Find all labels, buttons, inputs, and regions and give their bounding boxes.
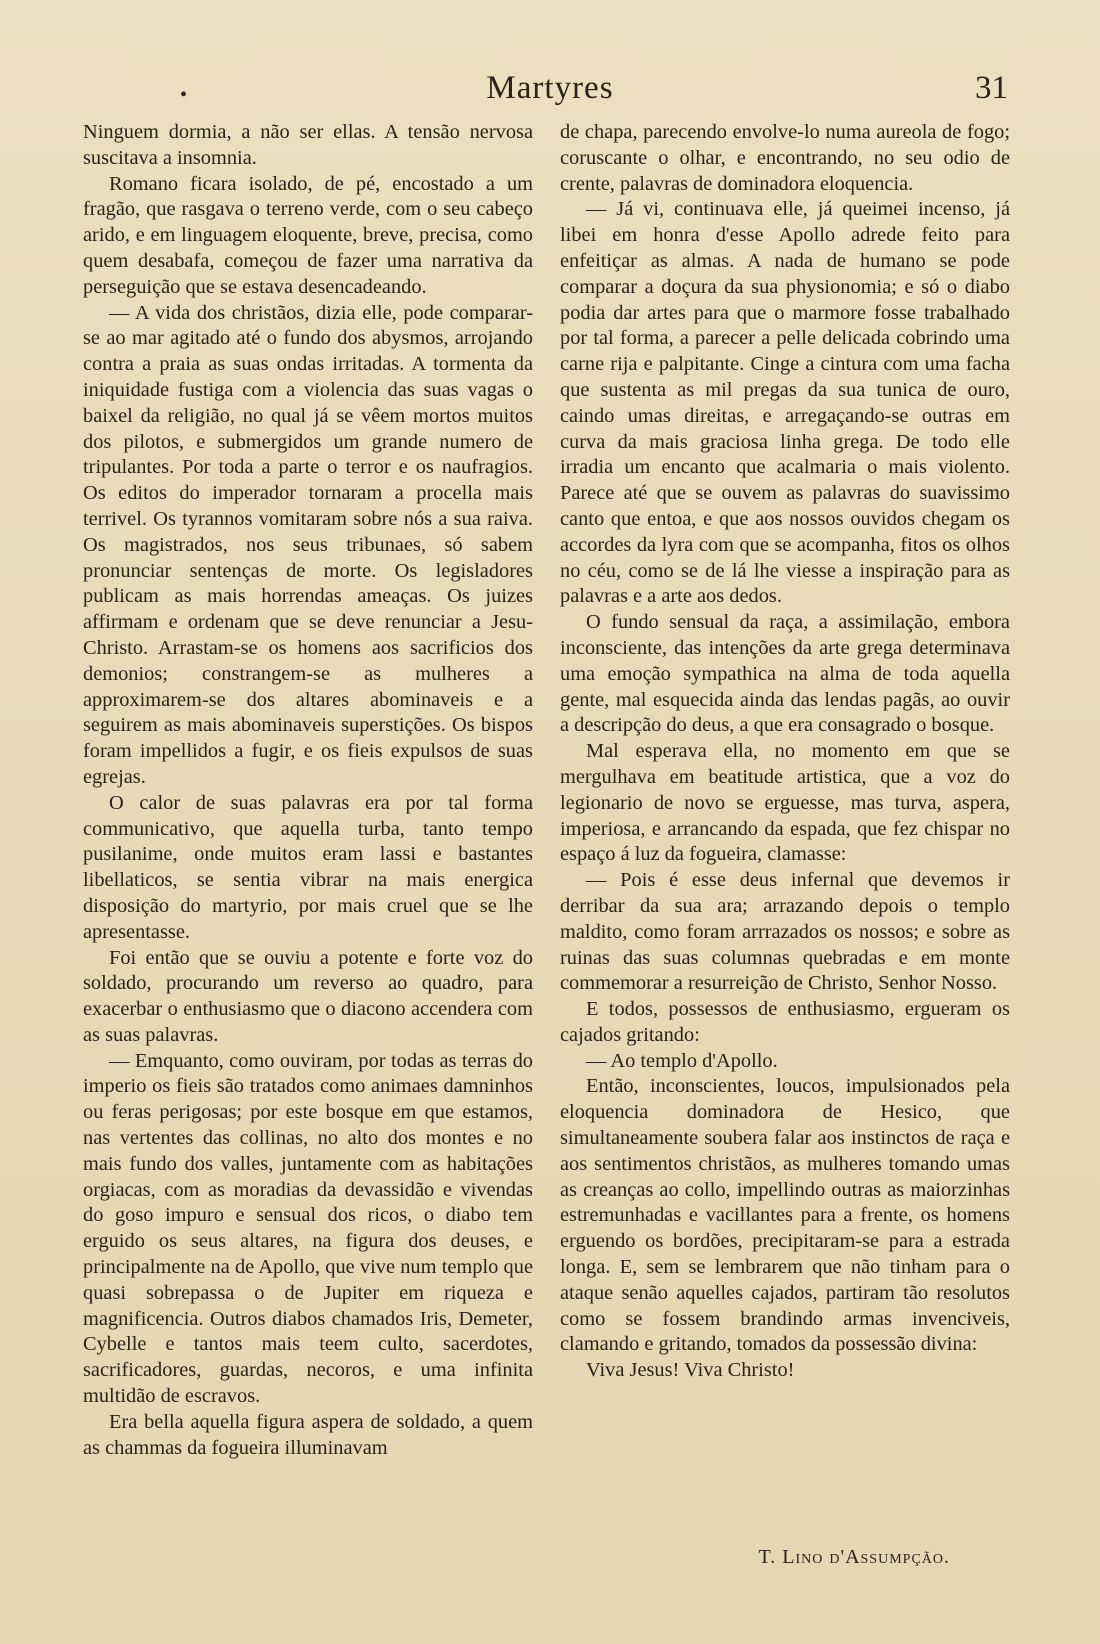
author-signature: T. Lino d'Assumpção. bbox=[758, 1546, 950, 1568]
page-number: 31 bbox=[975, 70, 1008, 106]
paragraph: Viva Jesus! Viva Christo! bbox=[586, 1359, 795, 1382]
paragraph: — Emquanto, como ouviram, por todas as terras do imperio os fieis são tratados como animaes damninhos ou feras perigosas; por este bosque em que estamos, nas vertentes das collinas, no alto dos montes e no mais fundo dos valles, juntamente com as habitações orgiacas, com as moradias da devassidão e vivendas do goso impuro e sensual dos ricos, o diabo tem erguido os seus altares, na figura dos deuses, e principalmente na de Apollo, que vive num templo que quasi sobrepassa o de Jupiter em riqueza e magnificencia. Outros diabos chamados Iris, Demeter, Cybelle e tantos mais teem culto, sacerdotes, sacrificadores, guardas, necoros, e uma infinita multidão de escravos. bbox=[83, 1049, 533, 1408]
paragraph: — Já vi, continuava elle, já queimei incenso, já libei em honra d'esse Apollo adrede feito para enfeitiçar as almas. A nada de humano se pode comparar a doçura da sua physionomia; e só o diabo podia dar artes para que o marmore fosse trabalhado por tal forma, a parecer a pelle delicada cobrindo uma carne rija e palpitante. Cinge a cintura com uma facha que sustenta as mil pregas da sua tunica de ouro, caindo umas direitas, e arregaçando-se outras em curva da mais graciosa linha grega. De todo elle irradia um encanto que acalmaria o mais violento. Parece até que se ouvem as palavras do suavissimo canto que entoa, e que aos nossos ouvidos chegam os accordes da lyra com que se acompanha, fitos os olhos no céu, como se de lá lhe viesse a inspiração para as palavras e a arte aos dedos. bbox=[560, 198, 1010, 608]
paragraph: de chapa, parecendo envolve-lo numa aureola de fogo; coruscante o olhar, e encontrando, no seu odio de crente, palavras de dominadora eloquencia. bbox=[560, 121, 1010, 195]
left-column bbox=[83, 120, 533, 1461]
paragraph: Foi então que se ouviu a potente e forte voz do soldado, procurando um reverso ao quadro, para exacerbar o enthusiasmo que o diacono accendera com as suas palavras. bbox=[83, 946, 533, 1046]
paragraph: Ninguem dormia, a não ser ellas. A tensão nervosa suscitava a insomnia. bbox=[83, 121, 533, 169]
right-column bbox=[560, 120, 1010, 1384]
running-header bbox=[0, 70, 1100, 114]
paragraph: — Ao templo d'Apollo. bbox=[586, 1049, 778, 1072]
paragraph: O fundo sensual da raça, a assimilação, embora inconsciente, das intenções da arte grega determinava uma emoção sympathica na alma de toda aquella gente, mal esquecida ainda das lendas pagãs, ao ouvir a descripção do deus, a que era consagrado o bosque. bbox=[560, 611, 1010, 737]
paragraph: Mal esperava ella, no momento em que se mergulhava em beatitude artistica, que a voz do legionario de novo se erguesse, mas turva, aspera, imperiosa, e arrancando da espada, que fez chispar no espaço á luz da fogueira, clamasse: bbox=[560, 740, 1010, 866]
paragraph: Era bella aquella figura aspera de soldado, a quem as chammas da fogueira illuminavam bbox=[83, 1410, 533, 1459]
paragraph: O calor de suas palavras era por tal forma communicativo, que aquella turba, tanto tempo pusilanime, onde muitos eram lassi e bastantes libellaticos, se sentia vibrar na mais energica disposição do martyrio, por mais cruel que se lhe apresentasse. bbox=[83, 791, 533, 943]
paragraph: — Pois é esse deus infernal que devemos ir derribar da sua ara; arrazando depois o templo maldito, como foram arrrazados os nossos; e sobre as ruinas das suas columnas quebradas e em monte commemorar a resurreição de Christo, Senhor Nosso. bbox=[560, 869, 1010, 995]
header-dot: • bbox=[180, 84, 188, 106]
running-title: Martyres bbox=[486, 70, 614, 106]
paragraph: Então, inconscientes, loucos, impulsionados pela eloquencia dominadora de Hesico, que simultaneamente soubera falar aos instinctos de raça e aos sentimentos christãos, as mulheres tomando umas as creanças ao collo, impellindo outras as maiorzinhas estremunhadas e vacillantes para a frente, os homens erguendo os bordões, precipitaram-se para a estrada longa. E, sem se lembrarem que não tinham para o ataque senão aquelles cajados, partiram tão resolutos como se fossem brandindo armas invenciveis, clamando e gritando, tomados da possessão divina: bbox=[560, 1075, 1010, 1356]
paragraph: — A vida dos christãos, dizia elle, pode comparar-se ao mar agitado até o fundo dos abysmos, arrojando contra a praia as suas ondas irritadas. A tormenta da iniquidade fustiga com a violencia das suas vagas o baixel da religião, no qual já se vêem mortos muitos dos pilotos, e submergidos um grande numero de tripulantes. Por toda a parte o terror e os naufragios. Os editos do imperador tornaram a procella mais terrivel. Os tyrannos vomitaram sobre nós a sua raiva. Os magistrados, nos seus tribunaes, só sabem pronunciar sentenças de morte. Os legisladores publicam as mais horrendas ameaças. Os juizes affirmam e ordenam que se deve renunciar a Jesu-Christo. Arrastam-se os homens aos sacrificios dos demonios; constrangem-se as mulheres a approximarem-se dos altares abominaveis e a seguirem as mais abominaveis superstições. Os bispos foram impellidos a fugir, e os fieis expulsos de suas egrejas. bbox=[83, 301, 533, 788]
paragraph: E todos, possessos de enthusiasmo, ergueram os cajados gritando: bbox=[560, 998, 1010, 1046]
paragraph: Romano ficara isolado, de pé, encostado a um fragão, que rasgava o terreno verde, com o seu cabeço arido, e em linguagem eloquente, breve, precisa, como quem desabafa, começou de fazer uma narrativa da perseguição que se estava desencadeando. bbox=[83, 172, 533, 298]
